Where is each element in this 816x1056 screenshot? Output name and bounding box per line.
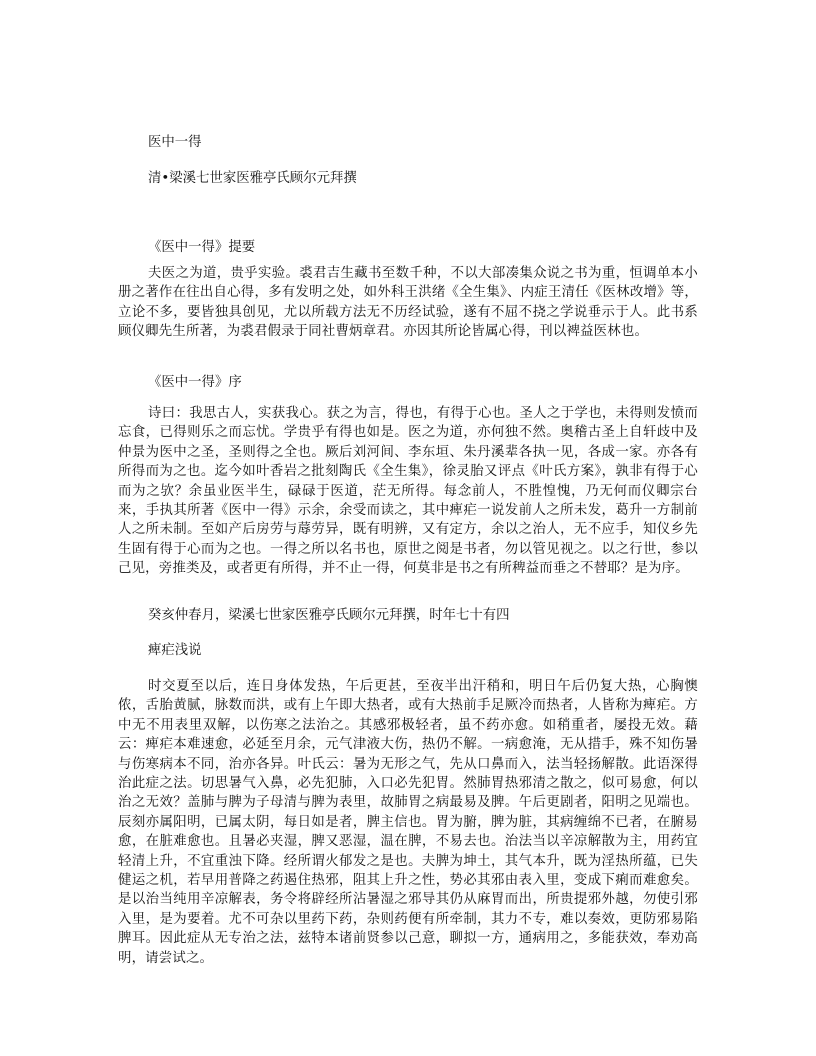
essay-heading: 痺疟浅说 bbox=[148, 643, 202, 658]
preface-paragraph: 诗曰：我思古人，实获我心。获之为言，得也，有得于心也。圣人之于学也，未得则发愤而忘食，已得则乐之而忘忧。学贵乎有得也如是。医之为道，亦何独不然。奥稽古圣上自轩歧中及仲景为医中之圣，圣则得之全也。厥后刘河间、李东垣、朱丹溪辈各执一见，各成一家。亦各有所得而为之也。迄今如叶香岩之批刻陶氏《全生集》，徐灵胎又评点《叶氏方案》，孰非有得于心而为之欤？余虽业医半生，碌碌于医道，茫无所得。每念前人，不胜惶愧，乃无何而仪卿宗台来，手执其所著《医中一得》示余，余受而读之，其中痺疟一说发前人之所未发，葛升一方制前人之所未制。至如产后房劳与蓐劳异，既有明辨，又有定方，余以之治人，无不应手，知仪乡先生固有得于心而为之也。一得之所以名书也，原世之阅是书者，勿以管见视之。以之行世，参以己见，旁推类及，或者更有所得，并不止一得，何莫非是书之有所稗益而垂之不替耶？是为序。 bbox=[118, 406, 698, 577]
document-title: 医中一得 bbox=[148, 135, 202, 150]
preface-heading: 《医中一得》序 bbox=[148, 375, 242, 390]
author-line: 清•梁溪七世家医雅亭氏顾尔元拜撰 bbox=[148, 171, 357, 186]
dateline: 癸亥仲春月，梁溪七世家医雅亭氏顾尔元拜撰，时年七十有四 bbox=[148, 608, 510, 623]
essay-paragraph: 时交夏至以后，连日身体发热，午后更甚，至夜半出汗稍和，明日午后仍复大热，心胸懊侬，舌胎黄腻，脉数而洪，或有上午即大热者，或有大热前手足厥冷而热者，人皆称为痺疟。方中无不用表里双解，以伤寒之法治之。其感邪极轻者，虽不药亦愈。如稍重者，屡投无效。藉云：痺疟本难速愈，必延至月余，元气津液大伤，热仍不解。一病愈淹，无从措手，殊不知伤暑与伤寒病本不同，治亦各异。叶氏云：暑为无形之气，先从口鼻而入，法当轻扬解散。此语深得治此症之法。切思暑气入鼻，必先犯肺，入口必先犯胃。然肺胃热邪清之散之，似可易愈，何以治之无效？盖肺与脾为子母清与脾为表里，故肺胃之病最易及脾。午后更剧者，阳明之见端也。辰刻亦属阳明，已属太阴，每日如是者，脾主信也。胃为腑，脾为脏，其病缠绵不已者，在腑易愈，在脏难愈也。且暑必夹湿，脾又恶湿，温在脾，不易去也。治法当以辛凉解散为主，用药宜轻清上升，不宜重浊下降。经所谓火郁发之是也。夫脾为坤土，其气本升，既为淫热所蕴，已失健运之机，若早用普降之药遏住热邪，阻其上升之性，势必其邪由表入里，变成下痢而难愈矣。是以治当纯用辛凉解表，务令将辟经所沾暑湿之邪导其仍从麻胃而出，所贵提邪外越，勿使引邪入里，是为要着。尤不可杂以里药下药，杂则药便有所牵制，其力不专，难以奏效，更防邪易陷脾耳。因此症从无专治之法，兹特本诸前贤参以己意，聊拟一方，通病用之，多能获效，奉劝高明，请尝试之。 bbox=[118, 679, 698, 966]
abstract-heading: 《医中一得》提要 bbox=[148, 240, 256, 255]
abstract-paragraph: 夫医之为道，贵乎实验。裘君吉生藏书至数千种，不以大部凑集众说之书为重，恒调单本小册之著作在往出自心得，多有发明之处，如外科王洪绪《全生集》、内症王清任《医林改增》等，立论不多，要皆独具创见，尤以所载方法无不历经试验，遂有不屈不挠之学说垂示于人。此书系顾仪卿先生所著，为裘君假录于同社曹炳章君。亦因其所论皆属心得，刊以裨益医林也。 bbox=[118, 266, 698, 340]
